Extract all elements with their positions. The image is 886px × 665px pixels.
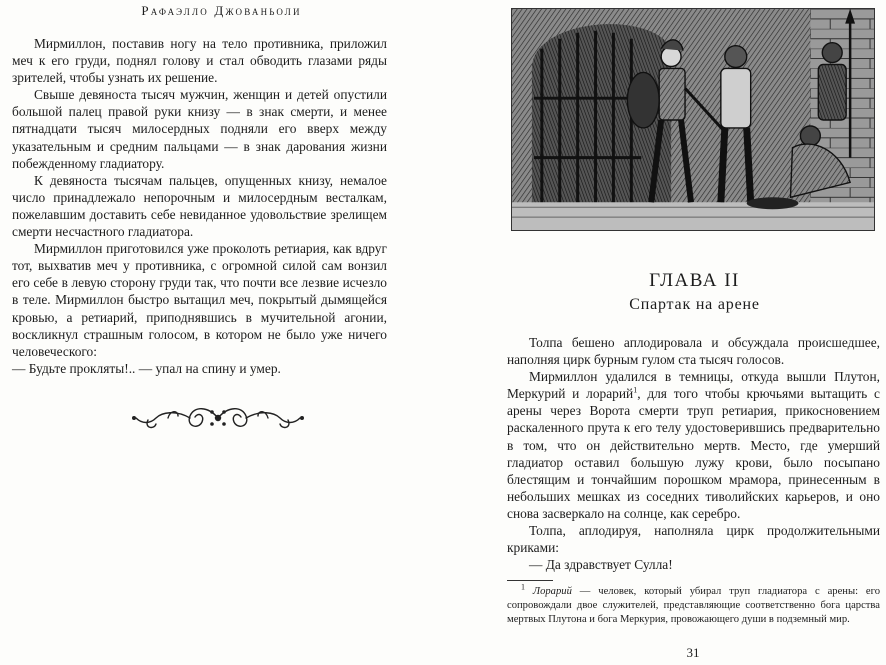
footnote-rule <box>507 580 553 581</box>
dialogue-line: — Да здравствует Сулла! <box>529 557 673 573</box>
footnote-text: — человек, который убирал труп гладиатора с арены: его сопровождали двое служителей, представляющие соответственно бога царства мертвых Плутона и бога Меркурия, провожающего души в подземный мир. <box>507 586 880 625</box>
paragraph: Мирмиллон, поставив ногу на тело противника, приложил меч к его груди, поднял голову и стал обводить глазами ряды зрителей, чтобы узнать их решение. <box>12 36 387 86</box>
paragraph: Толпа, аплодируя, наполняла цирк продолжительными криками: <box>507 523 880 556</box>
left-text-block <box>12 35 387 377</box>
footnote-term: Лорарий <box>532 586 572 597</box>
footnote-reference: 1 <box>633 385 638 395</box>
running-head: Рафаэлло Джованьоли <box>141 3 302 18</box>
dialogue-line: — Будьте прокляты!.. — упал на спину и умер. <box>12 360 281 376</box>
paragraph: Толпа бешено аплодировала и обсуждала происшедшее, наполняя цирк бурным гулом ста тысяч голосов. <box>507 335 880 368</box>
right-text-block <box>507 334 880 573</box>
paragraph-text: Мирмиллон удалился в темницы, откуда вышли Плутон, Меркурий и лорарий <box>507 369 880 402</box>
fleuron-ornament-icon <box>128 400 308 436</box>
gladiators-engraving-icon <box>512 9 874 230</box>
paragraph: Мирмиллон приготовился уже проколоть ретиария, как вдруг тот, выхватив меч у противника, с огромной силой сам вонзил его себе в левую сторону груди так, что почти все лезвие исчезло в теле. Мирмиллон быстро вытащил меч, покрытый дымящейся кровью, а ретиарий, приподнявшись в мучительной агонии, воскликнул страшным голосом, в котором не было уже ничего человеческого: <box>12 241 387 359</box>
paragraph: Свыше девяноста тысяч мужчин, женщин и детей опустили большой палец правой руки книзу — в знак смерти, и менее пятнадцати тысяч милосердных подняли его вверх между указательным и средним пальцами — в знак дарования жизни побежденному гладиатору. <box>12 87 387 171</box>
right-page <box>443 0 886 665</box>
chapter-subtitle: Спартак на арене <box>629 296 760 313</box>
footnote <box>507 582 880 627</box>
page-number: 31 <box>686 645 700 660</box>
paragraph: К девяноста тысячам пальцев, опущенных книзу, немалое число принадлежало непорочным и милосердным весталкам, пожелавшим доставить себе невиданное удовольствие зрелищем смерти несчастного гладиатора. <box>12 172 387 240</box>
paragraph <box>507 368 880 522</box>
paragraph-text: , для того чтобы крючьями вытащить с арены через Ворота смерти труп ретиария, прикосновением раскаленного прута к его телу удостоверившись предварительно в том, что он действительно мертв. Место, где умерший гладиатор оставил большую лужу крови, было посыпано блестящим и тончайшим порошком мрамора, принесенным в небольших мешках из соседних тиволийских карьеров, и оно снова засверкало на солнце, как серебро. <box>507 386 880 521</box>
chapter-title: ГЛАВА II <box>649 270 740 291</box>
engraving-illustration <box>511 8 875 231</box>
footnote-number: 1 <box>521 582 525 592</box>
